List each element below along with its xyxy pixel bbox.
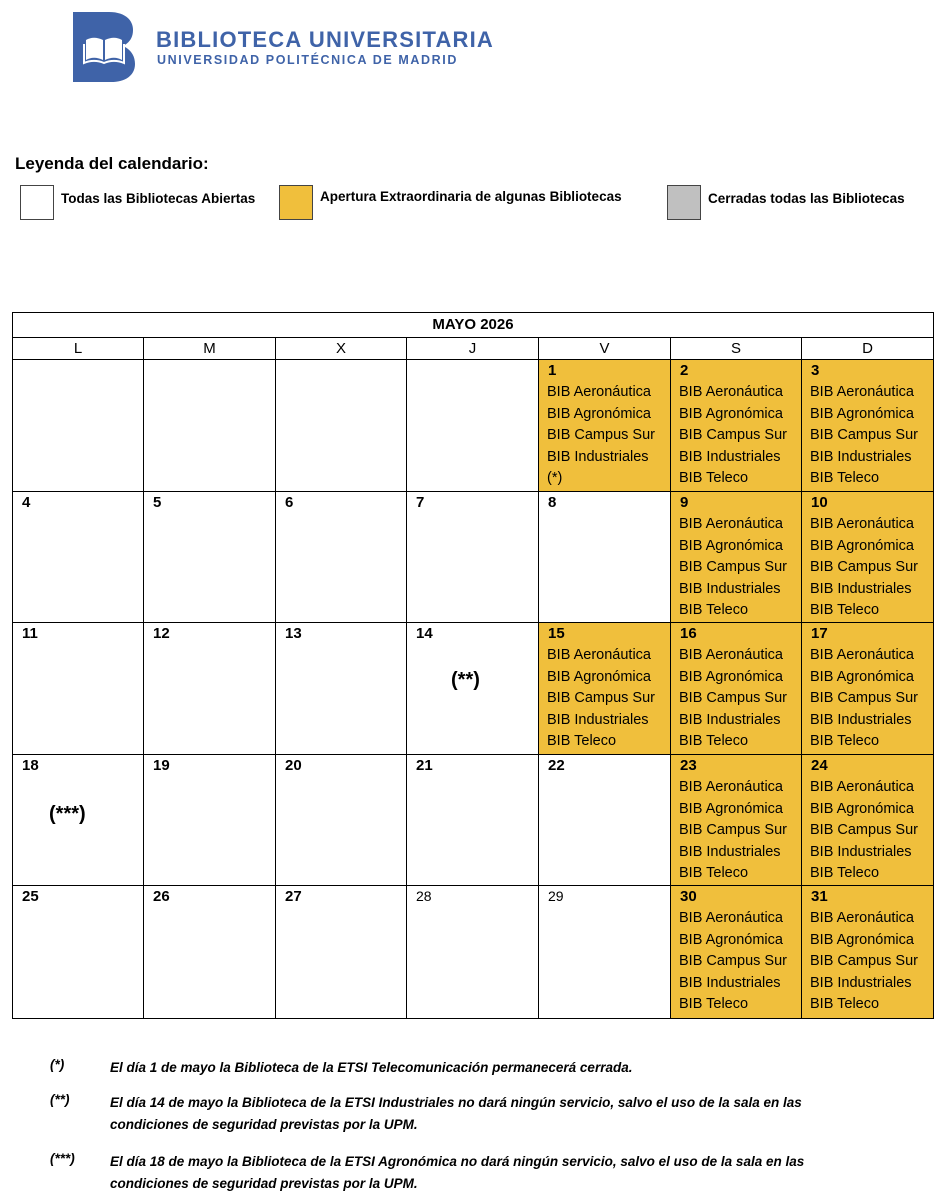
day-number: 28	[416, 888, 432, 904]
calendar-day-cell	[407, 492, 539, 623]
library-name: BIB Agronómica	[679, 405, 783, 422]
calendar-day-cell	[671, 755, 802, 886]
library-name: BIB Agronómica	[679, 668, 783, 685]
day-number: 22	[548, 757, 565, 774]
calendar-day-cell	[407, 623, 539, 755]
weekday-header: S	[671, 337, 802, 360]
day-number: 14	[416, 625, 433, 642]
day-number: 16	[680, 625, 697, 642]
library-name: BIB Campus Sur	[679, 690, 787, 707]
calendar-day-cell	[802, 360, 933, 492]
open-libraries-list	[810, 382, 918, 490]
library-name: BIB Industriales	[679, 580, 781, 597]
library-name: BIB Industriales	[679, 448, 781, 465]
note-mark-2: (**)	[50, 1092, 70, 1107]
library-name: BIB Industriales	[810, 843, 912, 860]
day-number: 12	[153, 625, 170, 642]
library-name: BIB Agronómica	[810, 668, 914, 685]
library-name: BIB Aeronáutica	[810, 779, 914, 795]
library-name: BIB Aeronáutica	[547, 384, 651, 400]
library-name: BIB Campus Sur	[810, 427, 918, 444]
day-number: 11	[22, 625, 38, 642]
day-number: 2	[680, 362, 689, 379]
library-name: BIB Teleco	[810, 470, 880, 487]
calendar-day-cell	[276, 755, 407, 886]
weekday-header: V	[539, 337, 671, 360]
library-name: BIB Aeronáutica	[810, 384, 914, 400]
day-number: 10	[811, 494, 828, 511]
legend-swatch-closed	[667, 185, 701, 220]
calendar-day-cell	[407, 886, 539, 1018]
day-number: 7	[416, 494, 425, 511]
library-name: BIB Campus Sur	[810, 559, 918, 576]
calendar-day-cell	[671, 886, 802, 1018]
weekday-header: D	[802, 337, 933, 360]
library-name: BIB Teleco	[679, 470, 749, 487]
library-name: BIB Agronómica	[679, 800, 783, 817]
library-name: BIB Campus Sur	[810, 822, 918, 839]
weekday-header: M	[144, 337, 276, 360]
library-name: BIB Agronómica	[810, 537, 914, 554]
library-name: BIB Industriales	[810, 448, 912, 465]
library-name: BIB Aeronáutica	[810, 910, 914, 926]
library-name: BIB Aeronáutica	[810, 516, 914, 532]
day-number: 19	[153, 757, 170, 774]
day-number: 3	[811, 362, 820, 379]
open-libraries-list	[679, 382, 787, 490]
library-name: BIB Aeronáutica	[679, 910, 783, 926]
day-number: 25	[22, 888, 39, 905]
footnote-mark: (**)	[451, 669, 480, 691]
library-name: BIB Campus Sur	[679, 953, 787, 970]
day-number: 29	[548, 888, 564, 904]
calendar-day-cell	[13, 492, 144, 623]
library-name: BIB Teleco	[679, 733, 749, 750]
note-text-2: El día 14 de mayo la Biblioteca de la ETSI Industriales no dará ningún servicio, salvo el uso de la sala en las condiciones de seguridad previstas por la UPM.	[110, 1095, 802, 1132]
calendar-day-cell	[276, 623, 407, 755]
library-name: BIB Industriales	[547, 711, 649, 728]
calendar-day-cell	[144, 755, 276, 886]
calendar-day-cell	[144, 623, 276, 755]
day-number: 13	[285, 625, 302, 642]
day-number: 18	[22, 757, 39, 774]
legend-swatch-extraordinary	[279, 185, 313, 220]
library-name: BIB Aeronáutica	[679, 384, 783, 400]
library-name: BIB Teleco	[810, 602, 880, 619]
library-name: BIB Teleco	[679, 602, 749, 619]
library-name: BIB Teleco	[810, 733, 880, 750]
calendar-day-cell	[539, 360, 671, 492]
weekday-header: L	[13, 337, 144, 360]
day-number: 20	[285, 757, 302, 774]
day-number: 27	[285, 888, 302, 905]
open-libraries-list	[810, 645, 918, 753]
calendar-day-cell	[539, 492, 671, 623]
library-name: BIB Teleco	[810, 996, 880, 1013]
legend-label-closed: Cerradas todas las Bibliotecas	[708, 191, 905, 206]
library-name: BIB Industriales	[547, 448, 649, 465]
open-libraries-list	[547, 645, 655, 753]
calendar-day-cell	[276, 360, 407, 492]
calendar-day-cell	[539, 623, 671, 755]
legend-label-extraordinary: Apertura Extraordinaria de algunas Bibliotecas	[320, 189, 622, 204]
day-number: 6	[285, 494, 294, 511]
library-name: BIB Campus Sur	[679, 822, 787, 839]
library-name: BIB Teleco	[679, 996, 749, 1013]
note-text-1: El día 1 de mayo la Biblioteca de la ETSI Telecomunicación permanecerá cerrada.	[110, 1060, 633, 1075]
library-name: BIB Industriales	[679, 711, 781, 728]
library-name: BIB Campus Sur	[547, 427, 655, 444]
calendar-day-cell	[144, 886, 276, 1018]
library-name: BIB Agronómica	[810, 405, 914, 422]
library-name: BIB Aeronáutica	[679, 516, 783, 532]
library-name: BIB Agronómica	[810, 931, 914, 948]
library-name: BIB Agronómica	[547, 668, 651, 685]
library-name: BIB Agronómica	[547, 405, 651, 422]
library-name: BIB Campus Sur	[810, 690, 918, 707]
note-mark-1: (*)	[50, 1057, 65, 1072]
day-number: 17	[811, 625, 828, 642]
day-number: 26	[153, 888, 170, 905]
library-name: BIB Campus Sur	[679, 427, 787, 444]
note-text-3: El día 18 de mayo la Biblioteca de la ETSI Agronómica no dará ningún servicio, salvo el uso de la sala en las condiciones de seguridad previstas por la UPM.	[110, 1154, 805, 1191]
day-number: 15	[548, 625, 565, 642]
calendar-day-cell	[802, 492, 933, 623]
open-libraries-list	[810, 777, 918, 885]
library-name: (*)	[547, 470, 563, 487]
library-name: BIB Industriales	[810, 974, 912, 991]
library-name: BIB Aeronáutica	[679, 647, 783, 663]
open-libraries-list	[810, 514, 918, 622]
legend-swatch-open	[20, 185, 54, 220]
library-name: BIB Agronómica	[679, 931, 783, 948]
calendar-day-cell	[276, 886, 407, 1018]
library-name: BIB Aeronáutica	[547, 647, 651, 663]
calendar-day-cell	[407, 755, 539, 886]
calendar-day-cell	[276, 492, 407, 623]
open-libraries-list	[547, 382, 655, 490]
calendar-day-cell	[671, 360, 802, 492]
library-name: BIB Teleco	[547, 733, 617, 750]
legend-label-open: Todas las Bibliotecas Abiertas	[61, 191, 256, 206]
library-name: BIB Aeronáutica	[679, 779, 783, 795]
calendar-day-cell	[802, 755, 933, 886]
library-name: BIB Industriales	[810, 580, 912, 597]
calendar-day-cell	[539, 886, 671, 1018]
note-mark-3: (***)	[50, 1151, 75, 1166]
calendar-day-cell	[13, 623, 144, 755]
library-name: BIB Teleco	[679, 865, 749, 882]
library-title: BIBLIOTECA UNIVERSITARIA	[156, 27, 495, 52]
university-subtitle: UNIVERSIDAD POLITÉCNICA DE MADRID	[157, 53, 458, 67]
calendar-title: MAYO 2026	[13, 313, 933, 338]
open-libraries-list	[679, 777, 787, 885]
calendar-day-cell	[671, 492, 802, 623]
day-number: 5	[153, 494, 162, 511]
calendar-day-cell	[407, 360, 539, 492]
book-logo-icon	[73, 12, 135, 82]
calendar-day-cell	[539, 755, 671, 886]
day-number: 30	[680, 888, 697, 905]
library-name: BIB Campus Sur	[810, 953, 918, 970]
open-libraries-list	[810, 908, 918, 1016]
day-number: 31	[811, 888, 828, 905]
day-number: 9	[680, 494, 689, 511]
day-number: 8	[548, 494, 557, 511]
library-name: BIB Agronómica	[810, 800, 914, 817]
legend-title: Leyenda del calendario:	[15, 154, 209, 173]
day-number: 23	[680, 757, 697, 774]
calendar-table	[12, 312, 934, 1019]
day-number: 1	[548, 362, 557, 379]
calendar-day-cell	[802, 886, 933, 1018]
calendar-day-cell	[802, 623, 933, 755]
library-name: BIB Agronómica	[679, 537, 783, 554]
library-name: BIB Teleco	[810, 865, 880, 882]
open-libraries-list	[679, 514, 787, 622]
library-name: BIB Campus Sur	[679, 559, 787, 576]
calendar-day-cell	[144, 360, 276, 492]
calendar-day-cell	[144, 492, 276, 623]
open-libraries-list	[679, 645, 787, 753]
weekday-header: J	[407, 337, 539, 360]
calendar-day-cell	[13, 755, 144, 886]
weekday-header: X	[276, 337, 407, 360]
day-number: 24	[811, 757, 828, 774]
footnote-mark: (***)	[49, 803, 86, 825]
day-number: 21	[416, 757, 433, 774]
open-libraries-list	[679, 908, 787, 1016]
calendar-day-cell	[671, 623, 802, 755]
calendar-day-cell	[13, 886, 144, 1018]
day-number: 4	[22, 494, 31, 511]
library-name: BIB Industriales	[679, 843, 781, 860]
calendar-day-cell	[13, 360, 144, 492]
library-name: BIB Industriales	[810, 711, 912, 728]
library-name: BIB Campus Sur	[547, 690, 655, 707]
library-name: BIB Industriales	[679, 974, 781, 991]
library-name: BIB Aeronáutica	[810, 647, 914, 663]
